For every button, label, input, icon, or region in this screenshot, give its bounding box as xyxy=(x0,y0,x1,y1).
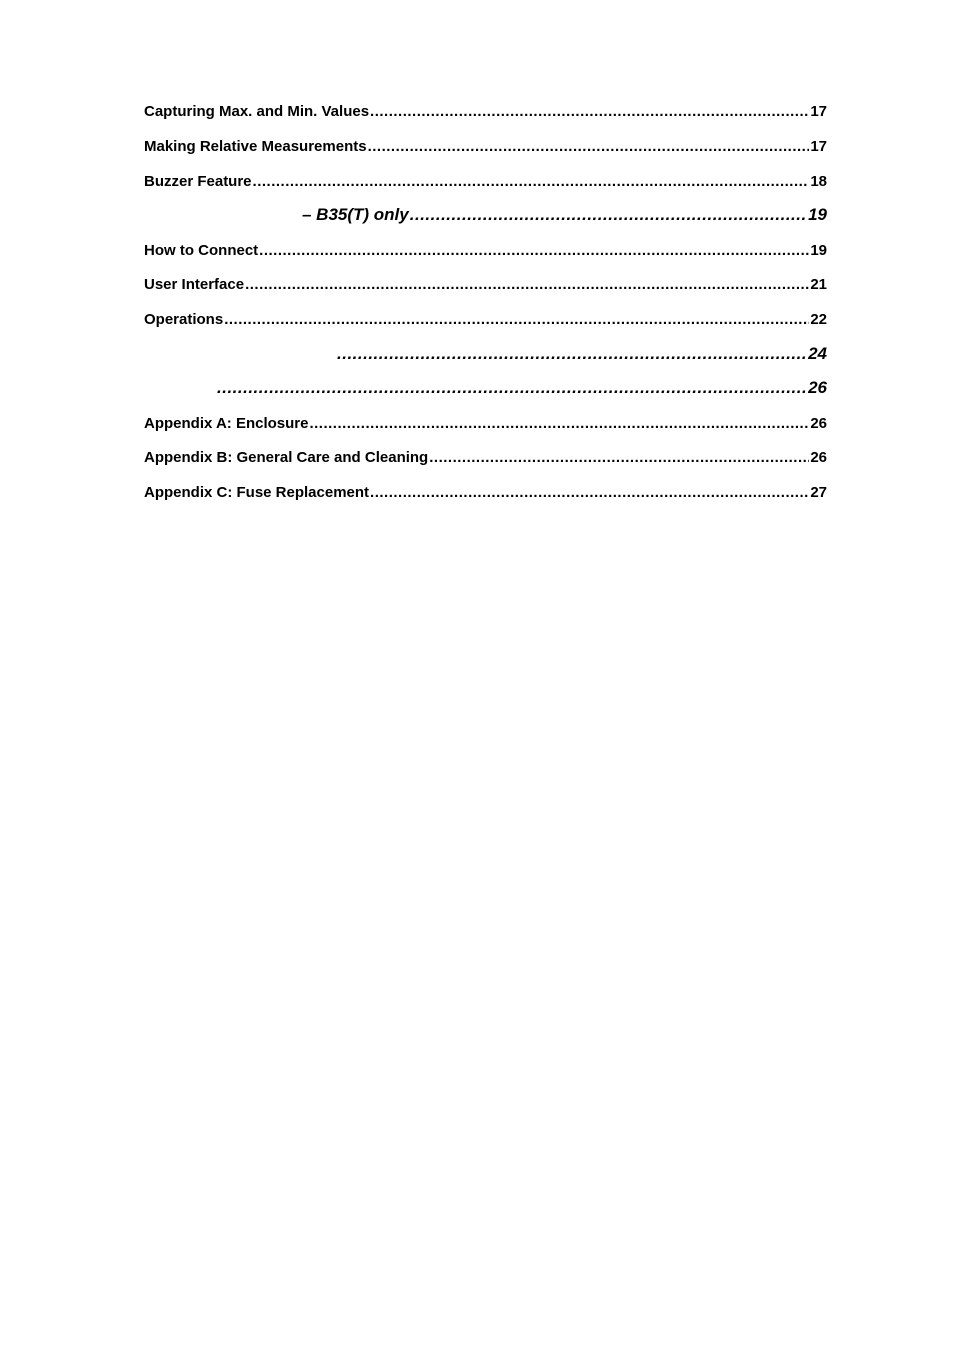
toc-dot-leader xyxy=(224,310,809,330)
toc-entry-title: Making Relative Measurements xyxy=(144,138,367,155)
toc-entry-appendix-a[interactable] xyxy=(144,414,827,434)
toc-entry-title: Capturing Max. and Min. Values xyxy=(144,103,370,120)
toc-entry-page: 27 xyxy=(810,484,827,501)
toc-dot-leader xyxy=(309,414,809,434)
toc-entry-appendix-c[interactable] xyxy=(144,483,827,503)
toc-dot-leader xyxy=(429,448,809,468)
toc-entry-title: Appendix B: General Care and Cleaning xyxy=(144,449,429,466)
toc-heading-b35t-only[interactable] xyxy=(144,204,827,226)
toc-entry-page: 19 xyxy=(810,242,827,259)
toc-entry-page: 21 xyxy=(810,276,827,293)
toc-dot-leader xyxy=(410,204,807,226)
toc-entry-buzzer-feature[interactable] xyxy=(144,172,827,192)
toc-entry-relative-measurements[interactable] xyxy=(144,137,827,157)
toc-dot-leader xyxy=(245,275,809,295)
toc-dot-leader xyxy=(370,483,809,503)
toc-entry-title: User Interface xyxy=(144,276,245,293)
toc-dot-leader xyxy=(259,241,809,261)
toc-entry-how-to-connect[interactable] xyxy=(144,241,827,261)
toc-heading-page-26[interactable] xyxy=(144,377,827,399)
toc-entry-page: 26 xyxy=(810,449,827,466)
toc-entry-title: Buzzer Feature xyxy=(144,173,252,190)
toc-dot-leader xyxy=(370,102,809,122)
toc-entry-page: 17 xyxy=(810,138,827,155)
toc-entry-title: Appendix A: Enclosure xyxy=(144,415,309,432)
toc-heading-page-24[interactable] xyxy=(144,343,827,365)
toc-dot-leader xyxy=(337,343,807,365)
toc-entry-title: Operations xyxy=(144,311,224,328)
toc-heading-page: 19 xyxy=(808,205,827,224)
toc-entry-user-interface[interactable] xyxy=(144,275,827,295)
toc-entry-title: Appendix C: Fuse Replacement xyxy=(144,484,370,501)
toc-dot-leader xyxy=(253,172,810,192)
toc-entry-title: How to Connect xyxy=(144,242,259,259)
toc-entry-operations[interactable] xyxy=(144,310,827,330)
toc-entry-page: 17 xyxy=(810,103,827,120)
toc-entry-appendix-b[interactable] xyxy=(144,448,827,468)
toc-heading-page: 26 xyxy=(808,378,827,397)
toc-heading-page: 24 xyxy=(808,344,827,363)
toc-dot-leader xyxy=(217,377,807,399)
toc-entry-capturing-max-min[interactable] xyxy=(144,102,827,122)
toc-dot-leader xyxy=(368,137,810,157)
toc-heading-title: – B35(T) only xyxy=(302,205,409,224)
toc-entry-page: 18 xyxy=(810,173,827,190)
toc-entry-page: 22 xyxy=(810,311,827,328)
toc-entry-page: 26 xyxy=(810,415,827,432)
